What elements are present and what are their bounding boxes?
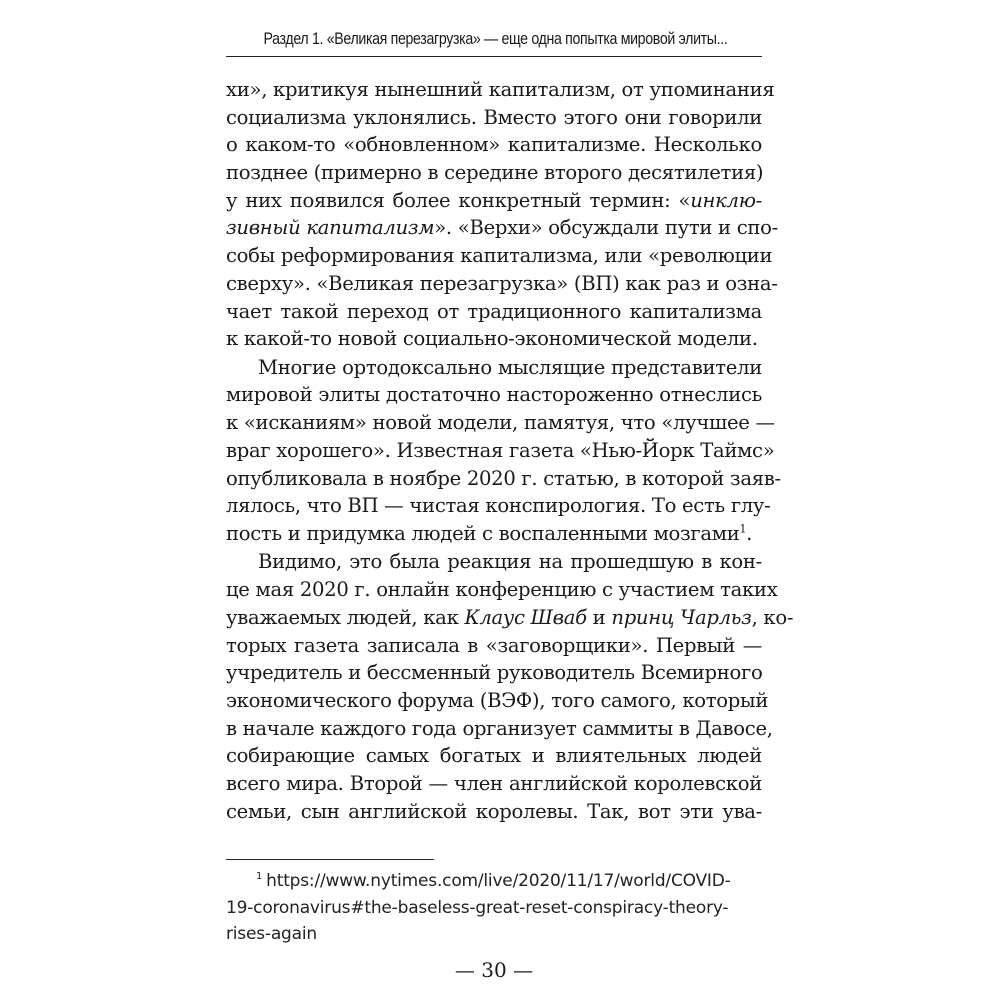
text-line: к какой-то новой социально-экономической модели. xyxy=(226,327,758,351)
footnote-line[interactable]: 19-coronavirus#the-baseless-great-reset-conspiracy-theory- xyxy=(226,897,729,918)
text-line: Многие ортодоксально мыслящие представители xyxy=(258,355,762,379)
text-line: це мая 2020 г. онлайн конференцию с участием таких xyxy=(226,578,778,602)
text-line: к «исканиям» новой модели, памятуя, что «лучшее — xyxy=(226,411,775,435)
page-number: — 30 — xyxy=(454,958,534,982)
text-line: семьи, сын английской королевы. Так, вот эти ува- xyxy=(226,799,762,823)
text-line: о каком-то «обновленном» капитализме. Несколько xyxy=(226,133,762,157)
text-line: враг хорошего». Известная газета «Нью-Йорк Таймс» xyxy=(226,438,775,462)
text-run: ». «Верхи» обсуждали пути и спо- xyxy=(434,216,778,240)
footnote-rule xyxy=(226,859,434,860)
footnote-line xyxy=(226,868,762,895)
text-line: Видимо, это была реакция на прошедшую в кон- xyxy=(258,550,762,574)
footnote-link[interactable]: https://www.nytimes.com/live/2020/11/17/world/COVID- xyxy=(266,871,731,891)
text-line xyxy=(226,187,762,215)
footnote-line[interactable]: rises-again xyxy=(226,924,317,944)
text-run: , ко- xyxy=(751,605,794,629)
text-line: в начале каждого года организует саммиты в Давосе, xyxy=(226,716,773,740)
text-line: чает такой переход от традиционного капитализма xyxy=(226,299,762,323)
footnote-number: 1 xyxy=(256,871,263,883)
italic-term: зивный капитализм xyxy=(226,216,435,240)
text-line: собирающие самых богатых и влиятельных людей xyxy=(226,744,762,768)
paragraph-1 xyxy=(226,76,778,353)
italic-name: Клаус Шваб xyxy=(464,605,587,629)
text-run: уважаемых людей, как xyxy=(226,605,465,629)
text-run: пость и придумка людей с воспаленными мозгами xyxy=(226,521,740,545)
paragraph-2 xyxy=(226,354,781,548)
header-rule xyxy=(226,56,762,57)
text-line: собы реформирования капитализма, или «революции xyxy=(226,244,773,268)
footnote-reference[interactable]: 1 xyxy=(739,522,747,536)
text-run: у них появился более конкретный термин: « xyxy=(226,188,691,212)
text-line: лялось, что ВП — чистая конспирология. То есть глу- xyxy=(226,494,771,518)
text-line: социализма уклонялись. Вместо этого они говорили xyxy=(226,105,762,129)
italic-name: принц Чарльз xyxy=(611,605,752,629)
italic-term: инклю- xyxy=(690,188,762,212)
text-line xyxy=(226,604,794,632)
text-line: позднее (примерно в середине второго десятилетия) xyxy=(226,161,764,185)
text-line: опубликовала в ноябре 2020 г. статью, в которой заяв- xyxy=(226,466,781,490)
text-line: всего мира. Второй — член английской королевской xyxy=(226,771,762,795)
footnotes xyxy=(226,868,762,948)
body-text xyxy=(226,76,794,825)
text-line: пость и придумка людей с воспаленными мозгами$^1$. xyxy=(226,521,753,545)
text-line: сверху». «Великая перезагрузка» (ВП) как раз и озна- xyxy=(226,271,778,295)
text-run: и xyxy=(586,605,612,629)
text-line: торых газета записала в «заговорщики». Первый — xyxy=(226,633,762,657)
text-line: экономического форума (ВЭФ), того самого, который xyxy=(226,688,769,712)
paragraph-3 xyxy=(226,548,794,825)
running-header: Раздел 1. «Великая перезагрузка» — еще одна попытка мировой элиты... xyxy=(263,30,728,48)
text-line: хи», критикуя нынешний капитализм, от упоминания xyxy=(226,78,775,101)
text-line: учредитель и бессменный руководитель Всемирного xyxy=(226,661,763,685)
text-line xyxy=(226,214,778,242)
text-line: мировой элиты достаточно настороженно отнеслись xyxy=(226,383,762,407)
